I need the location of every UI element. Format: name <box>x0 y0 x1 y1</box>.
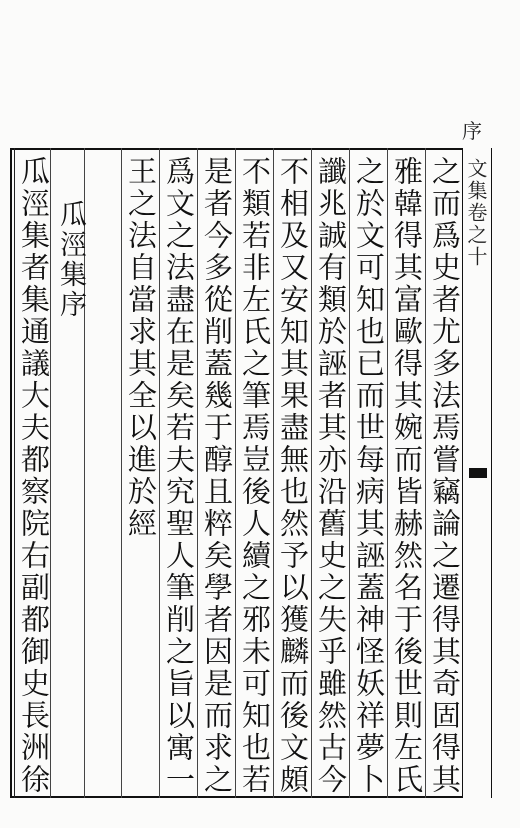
text-column-1: 之而爲史者尤多法焉嘗竊論之遷得其奇固得其 <box>428 156 462 796</box>
heading-fragment: 序 <box>462 119 482 143</box>
gutter-label: 文集卷之十 <box>464 158 488 268</box>
text-column-7: 是者今多從削蓋幾于醇且粹矣學者因是而求之 <box>200 156 234 796</box>
text-column-4: 讖兆誠有類於誣者其亦沿舊史之失乎雖然古今 <box>314 156 348 796</box>
center-gutter <box>462 148 492 798</box>
text-column-5: 不相及又安知其果盡無也然予以獲麟而後文頗 <box>276 156 310 796</box>
text-column-6: 不類若非左氏之筆焉豈後人續之邪未可知也若 <box>238 156 272 796</box>
fishtail-mark <box>469 468 487 478</box>
text-column-8: 爲文之法盡在是矣若夫究聖人筆削之旨以寓一 <box>162 156 196 796</box>
text-column-9: 王之法自當求其全以進於經 <box>124 156 158 540</box>
text-column-3: 之於文可知也已而世每病其誣蓋神怪妖祥夢卜 <box>352 156 386 796</box>
preface-title: 瓜涇集序 <box>55 200 86 320</box>
text-column-12: 瓜涇集者集通議大夫都察院右副都御史長洲徐 <box>17 156 51 796</box>
text-column-2: 雅韓得其富歐得其婉而皆赫然名于後世則左氏 <box>390 156 424 796</box>
